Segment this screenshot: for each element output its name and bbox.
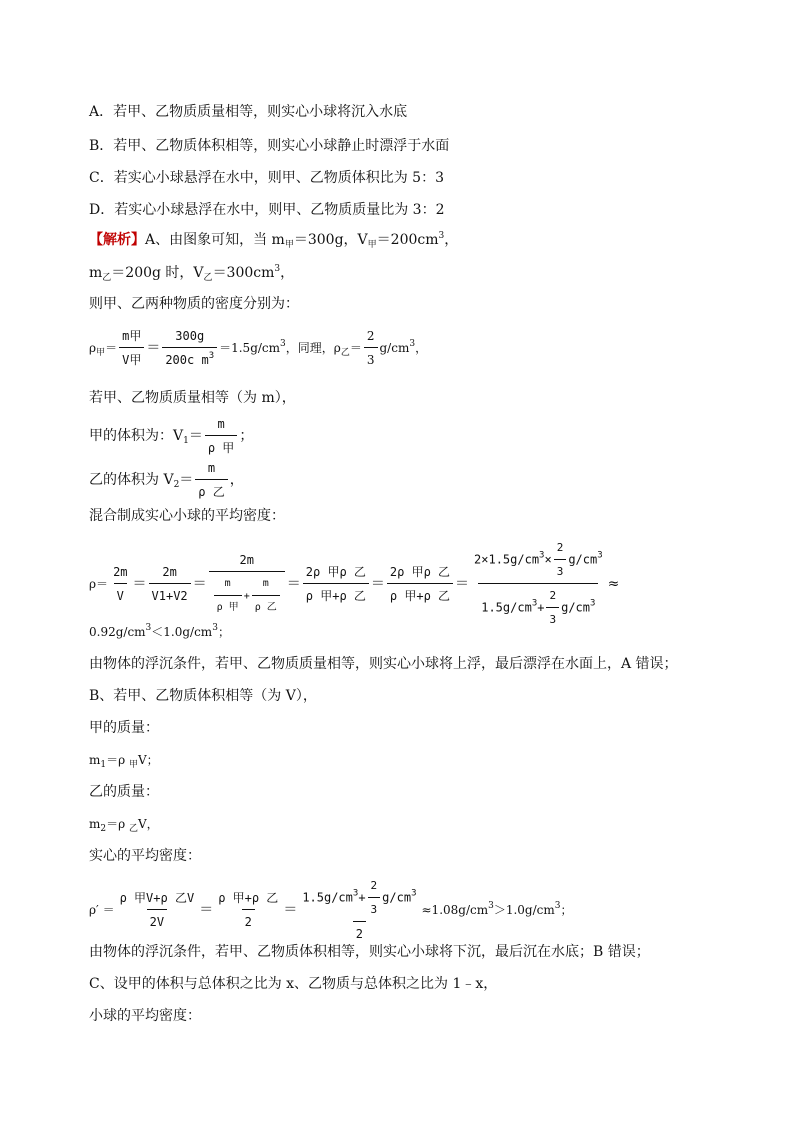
mass-jia: $m_1=\rho$ $_甲$V； (89, 753, 159, 770)
analysis-line-12: B、若甲、乙物质体积相等（为 V）， (89, 688, 317, 704)
average-density-formula-2: ρ′ ＝ $\frac{\text{ρ 甲V+ρ 乙V}}{2V}$ ＝ $\frac{\text{ρ 甲+ρ 乙}}{2}$ ＝ $1.5g/cm^3+$ $\frac{2}{3}$ $g/cm^3$ 2 $\approx 1.08g/cm^3>1.0g/cm^3$； (89, 876, 573, 944)
analysis-line-19: 由物体的浮沉条件，若甲、乙物质体积相等，则实心小球将下沉，最后沉在水底；B 错误； (89, 944, 650, 960)
analysis-line-5: 若甲、乙物质质量相等（为 m）， (89, 390, 296, 406)
analysis-line-2: $m_乙=200g$ 时，$V_乙=300cm^3$， (89, 264, 295, 283)
volume-jia: 甲的体积为：$V_1=$ $\frac{m}{\text{ρ 甲}}$ ； (89, 414, 253, 458)
fraction: $\frac{300g}{200c m^3}$ (162, 326, 217, 370)
fraction: $\frac{2}{3}$ (364, 326, 378, 370)
analysis-line-3: 则甲、乙两种物质的密度分别为： (89, 296, 299, 312)
option-a: A．若甲、乙物质质量相等，则实心小球将沉入水底 (89, 104, 408, 120)
analysis-line-21: 小球的平均密度： (89, 1008, 201, 1024)
fraction: $\frac{\text{ρ 甲V+ρ 乙V}}{2V}$ (117, 888, 198, 932)
analysis-line-13: 甲的质量： (89, 720, 159, 736)
analysis-tag: 【解析】 (89, 232, 145, 248)
analysis-line-8: 混合制成实心小球的平均密度： (89, 508, 285, 524)
analysis-line-20: C、设甲的体积与总体积之比为 x、乙物质与总体积之比为 1﹣x， (89, 976, 498, 992)
fraction: $\frac{2m}{V1+V2}$ (149, 562, 191, 606)
average-density-formula: ρ＝ $\frac{2m}{V}$ ＝ $\frac{2m}{V1+V2}$ ＝ 2m $\frac{m}{\text{ρ 甲}}$ + $\frac{m}{\text{ρ 乙}}$ ＝ $\frac{\text{2ρ 甲ρ 乙}}{\text{ρ 甲+ρ 乙}}$ ＝ $\frac{\text{2ρ 甲ρ 乙}}{\text{ρ 甲+ρ 乙}}$ ＝ $2\times 1.5g/cm^3\times$ $\frac{2}{3}$ $g/cm^3$ $1.5g/cm^3+$ $\frac{2}{3}$ $g/cm^3$ ≈ (89, 538, 619, 630)
fraction: 2m $\frac{m}{\text{ρ 甲}}$ + $\frac{m}{\text{ρ 乙}}$ (209, 550, 285, 618)
option-b: B．若甲、乙物质体积相等，则实心小球静止时漂浮于水面 (89, 138, 450, 154)
fraction: $\frac{2m}{V}$ (110, 562, 130, 606)
fraction: $\frac{\text{ρ 甲+ρ 乙}}{2}$ (215, 888, 281, 932)
fraction: $\frac{\text{m甲}}{\text{V甲}}$ (119, 326, 144, 370)
analysis-line-15: 乙的质量： (89, 784, 159, 800)
density-formula-1: $\rho_甲=$ $\frac{\text{m甲}}{\text{V甲}}$ ＝ $\frac{300g}{200c m^3}$ $=1.5g/cm^3$，同理，$\rho_乙=$ $\frac{2}{3}$ $g/cm^3$， (89, 326, 427, 370)
analysis-line-1: 【解析】A、由图象可知，当 $m_甲=300g$，$V_甲=200cm^3$， (89, 231, 459, 250)
fraction: $\frac{\text{2ρ 甲ρ 乙}}{\text{ρ 甲+ρ 乙}}$ (303, 562, 369, 606)
option-d: D．若实心小球悬浮在水中，则甲、乙物质质量比为 3：2 (89, 202, 445, 218)
option-c: C．若实心小球悬浮在水中，则甲、乙物质体积比为 5：3 (89, 170, 444, 186)
fraction: $\frac{m}{\text{ρ 甲}}$ (205, 414, 237, 458)
fraction: $\frac{m}{\text{ρ 乙}}$ (195, 458, 227, 502)
analysis-line-10: $0.92g/cm^3<1.0g/cm^3$； (89, 623, 230, 639)
analysis-line-17: 实心的平均密度： (89, 848, 201, 864)
fraction: $\frac{\text{2ρ 甲ρ 乙}}{\text{ρ 甲+ρ 乙}}$ (387, 562, 453, 606)
fraction: $2\times 1.5g/cm^3\times$ $\frac{2}{3}$ $g/cm^3$ $1.5g/cm^3+$ $\frac{2}{3}$ $g/cm^3$ (471, 538, 606, 630)
analysis-line-11: 由物体的浮沉条件，若甲、乙物质质量相等，则实心小球将上浮，最后漂浮在水面上，A 错误； (89, 656, 678, 672)
fraction: $1.5g/cm^3+$ $\frac{2}{3}$ $g/cm^3$ 2 (299, 876, 419, 944)
mass-yi: $m_2=\rho$ $_乙$V， (89, 817, 159, 834)
volume-yi: 乙的体积为 $V_2=$ $\frac{m}{\text{ρ 乙}}$ ， (89, 458, 244, 502)
